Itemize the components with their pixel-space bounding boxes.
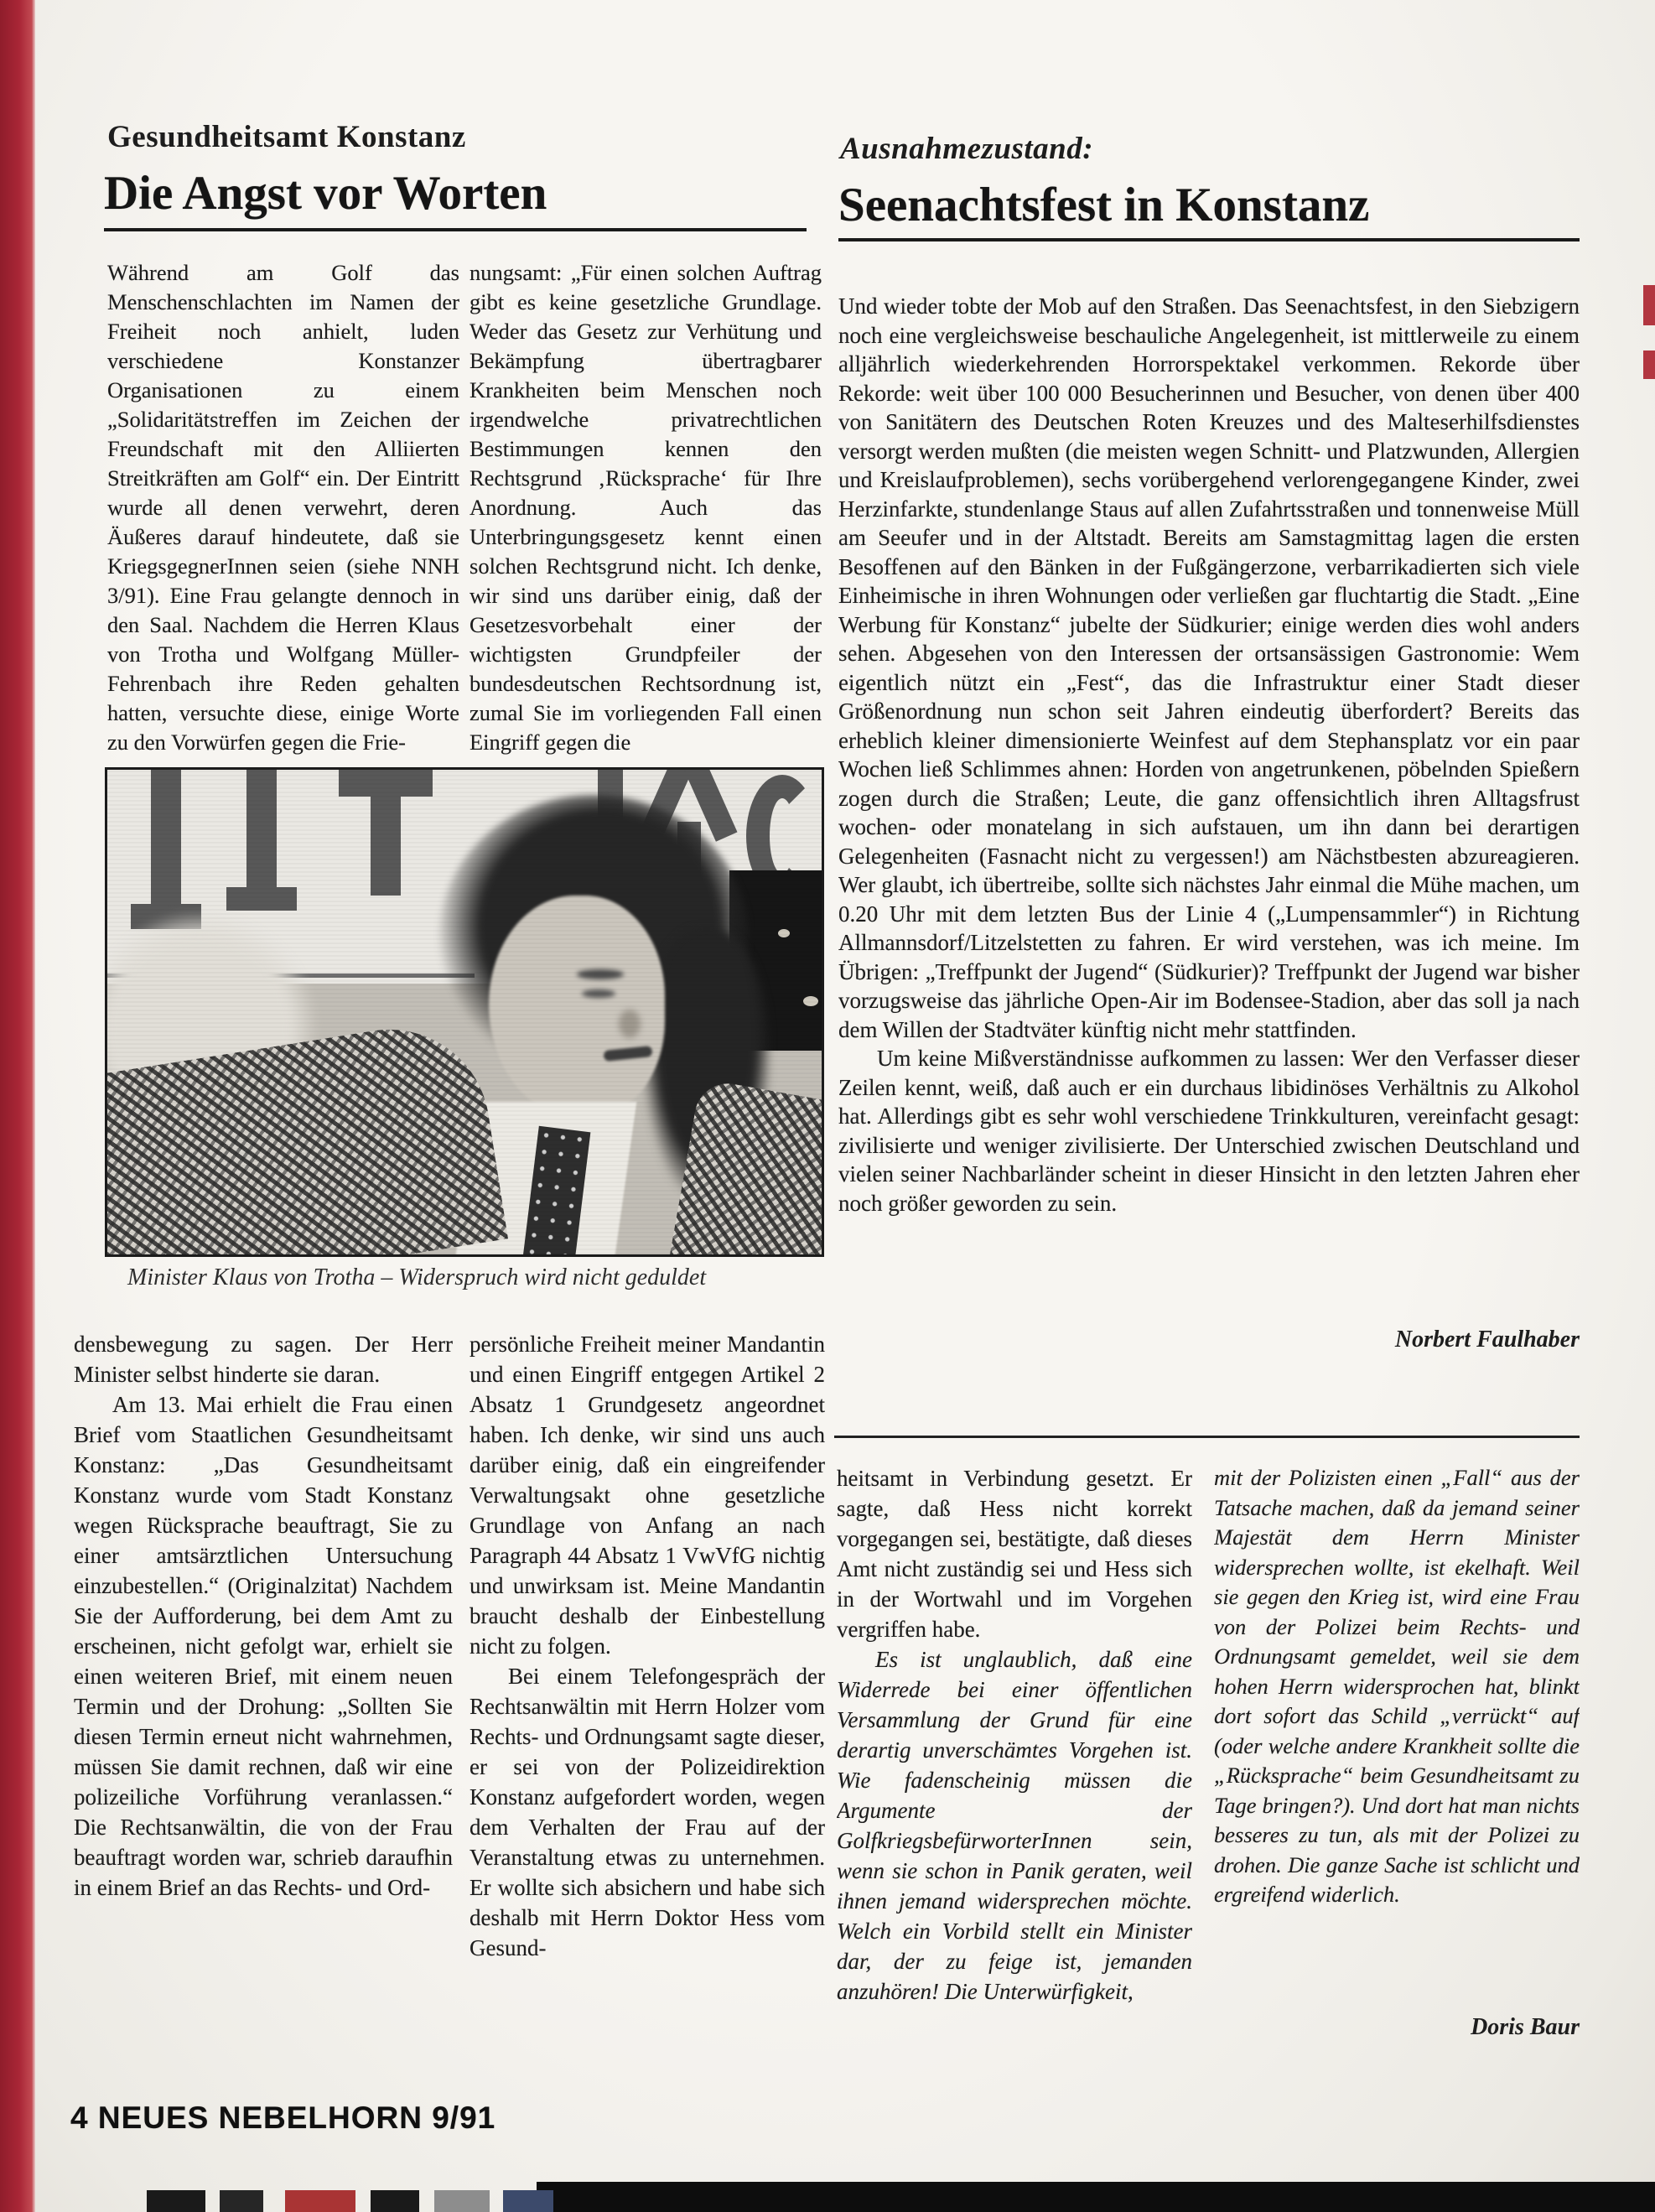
scan-fragment <box>503 2190 553 2212</box>
commentary-byline: Doris Baur <box>1471 2014 1580 2040</box>
paragraph: nungsamt: „Für einen solchen Auftrag gibt es keine gesetzliche Grundlage. Weder das Gesetz zur Verhütung und Bekämpfung übertragbarer Krankheiten beim Menschen noch irgendwelche privatrechtlichen Bestimmungen kennen den Rechtsgrund ‚Rücksprache‘ für Ihre Anordnung. Auch das Unterbringungsgesetz kennt einen solchen Rechtsgrund nicht. Ich denke, wir sind uns darüber einig, daß der Gesetzesvorbehalt einer der wichtigsten Grundpfeiler der bundesdeutschen Rechtsordnung ist, zumal Sie im vorliegenden Fall einen Eingriff gegen die <box>470 260 822 755</box>
paragraph: densbewegung zu sagen. Der Herr Minister selbst hinderte sie daran. <box>74 1332 453 1387</box>
minister-photo <box>105 767 824 1257</box>
right-article-byline: Norbert Faulhaber <box>1394 1327 1580 1353</box>
scan-fragment <box>371 2190 419 2212</box>
left-article-column-1 <box>107 258 459 761</box>
paragraph: persönliche Freiheit meiner Mandantin und einen Eingriff entgegen Artikel 2 Absatz 1 Grundgesetz angeordnet haben. Ich denke, wir sind uns auch darüber einig, daß ein eingreifender Verwaltungsakt ohne gesetzliche Grundlage von Anfang an nach Paragraph 44 Absatz 1 VwVfG nichtig und unwirksam ist. Meine Mandantin braucht deshalb der Einbestellung nicht zu folgen. <box>470 1332 825 1659</box>
photo-caption: Minister Klaus von Trotha – Widerspruch wird nicht geduldet <box>127 1264 707 1290</box>
paragraph: Um keine Mißverständnisse aufkommen zu lassen: Wer den Verfasser dieser Zeilen kennt, weiß, daß auch er ein durchaus libidinöses Verhältnis zu Alkohol hat. Allerdings gibt es sehr wohl verschiedene Trinkkulturen, vereinfacht gesagt: zivilisierte und weniger zivilisierte. Der Unterschied zwischen Deutschland und vielen seiner Nachbarländer scheint in dieser Hinsicht in den letzten Jahren eher noch größer geworden zu sein. <box>838 1046 1580 1216</box>
right-headline-rule <box>838 238 1580 241</box>
continuation-column-4 <box>1214 1463 1580 2000</box>
section-divider-rule <box>834 1436 1580 1438</box>
scan-bottom-band <box>537 2182 1655 2212</box>
right-article-kicker: Ausnahmezustand: <box>840 132 1094 166</box>
paragraph: Am 13. Mai erhielt die Frau einen Brief vom Staatlichen Gesundheitsamt Konstanz: „Das Gesundheitsamt Konstanz wurde vom Stadt Konstanz wegen Rücksprache beauftragt, Sie zu einer amtsärztlichen Untersuchung einzubestellen.“ (Originalzitat) Nachdem Sie der Aufforderung, bei dem Amt zu erscheinen, nicht gefolgt war, erhielt sie einen weiteren Brief, mit einem neuen Termin und der Drohung: „Sollten Sie diesen Termin erneut nicht wahrnehmen, müssen Sie damit rechnen, daß wir eine polizeiliche Vorführung veranlassen.“ Die Rechtsanwältin, die von der Frau beauftragt worden war, schrieb daraufhin in einem Brief an das Rechts- und Ord- <box>74 1392 453 1900</box>
paragraph: Es ist unglaublich, daß eine Widerrede bei einer öffentlichen Versammlung der Grund für eine derartig unverschämtes Vorgehen ist. Wie fadenscheinig müssen die Argumente der GolfkriegsbefürworterInnen sein, wenn sie schon in Panik geraten, weil ihnen jemand widersprechen möchte. Welch ein Vorbild stellt ein Minister dar, der zu feige ist, jemanden anzuhören! Die Unterwürfigkeit, <box>837 1647 1192 2004</box>
scan-fragment <box>434 2190 490 2212</box>
page-footer: 4 NEUES NEBELHORN 9/91 <box>70 2100 496 2135</box>
left-headline-rule <box>104 228 807 231</box>
paragraph: Während am Golf das Menschenschlachten im Namen der Freiheit noch anhielt, luden verschiedene Konstanzer Organisationen zu einem „Solidaritätstreffen im Zeichen der Freundschaft mit den Alliierten Streitkräften am Golf“ ein. Der Eintritt wurde all denen verwehrt, deren Äußeres darauf hindeutete, daß sie KriegsgegnerInnen seien (siehe NNH 3/91). Eine Frau gelangte dennoch in den Saal. Nachdem die Herren Klaus von Trotha und Wolfgang Müller-Fehrenbach ihre Reden gehalten hatten, versuchte diese, einige Worte zu den Vorwürfen gegen die Frie- <box>107 260 459 755</box>
paragraph: heitsamt in Verbindung gesetzt. Er sagte, daß Hess nicht korrekt vorgegangen sei, bestätigte, daß dieses Amt nicht zuständig sei und Hess sich in der Wortwahl und im Vorgehen vergriffen habe. <box>837 1466 1192 1642</box>
right-article-headline: Seenachtsfest in Konstanz <box>838 179 1370 231</box>
scan-edge-mark <box>1643 285 1655 325</box>
right-article-body <box>838 292 1580 1336</box>
photo-grain-overlay <box>107 770 822 1254</box>
continuation-column-1 <box>74 1329 453 2067</box>
left-article-headline: Die Angst vor Worten <box>104 167 547 220</box>
scan-fragment <box>285 2190 355 2212</box>
paragraph: Und wieder tobte der Mob auf den Straßen. Das Seenachtsfest, in den Siebzigern noch eine vergleichsweise beschauliche Angelegenheit, ist mittlerweile zu einem alljährlich wiederkehrenden Horrorspektakel verkommen. Rekorde über Rekorde: weit über 100 000 Besucherinnen und Besucher, von denen über 400 von Sanitätern des Deutschen Roten Kreuzes und des Malteserhilfsdienstes versorgt werden mußten (die meisten wegen Schnitt- und Platzwunden, Allergien und Kreislaufproblemen), sechs vorübergehend verlorengegangene Kinder, zwei Herzinfarkte, stundenlange Staus auf allen Zufahrtsstraßen und tonnenweise Müll am Seeufer und in der Altstadt. Bereits am Samstagmittag lagen die ersten Besoffenen auf den Bänken in der Fußgängerzone, verbarrikadierten sich viele Einheimische in ihren Wohnungen oder verließen gar fluchtartig die Stadt. „Eine Werbung für Konstanz“ jubelte der Südkurier; einige werden dies wohl anders sehen. Abgesehen von den Interessen der ortsansässigen Gastronomie: Wem eigentlich nützt ein „Fest“, das die Infrastruktur einer Stadt dieser Größenordnung nun schon seit Jahren eindeutig überfordert? Bereits das erheblich kleiner dimensionierte Weinfest auf dem Stephansplatz vor ein paar Wochen ließ Schlimmes ahnen: Horden von angetrunkenen, pöbelnden Spießern zogen durch die Straßen; Leute, die ganz offensichtlich ihren Alltagsfrust wochen- oder monatelang in sich aufstauen, um ihn dann bei derartigen Gelegenheiten (Fasnacht nicht zu vergessen!) am Nächstbesten abzureagieren. Wer glaubt, ich übertreibe, sollte sich nächstes Jahr einmal die Mühe machen, um 0.20 Uhr mit dem letzten Bus der Linie 4 („Lumpensammler“) in Richtung Allmannsdorf/Litzelstetten zu fahren. Er wird verstehen, was ich meine. Im Übrigen: „Treffpunkt der Jugend“ (Südkurier)? Treffpunkt der Jugend war bisher vorzugsweise das jährliche Open-Air im Bodensee-Stadion, aber das soll ja nach dem Willen der Stadtväter künftig nicht mehr stattfinden. <box>838 293 1580 1042</box>
left-article-kicker: Gesundheitsamt Konstanz <box>107 120 466 154</box>
scan-fragment <box>220 2190 263 2212</box>
paragraph: Bei einem Telefongespräch der Rechtsanwältin mit Herrn Holzer vom Rechts- und Ordnungsamt sagte dieser, er sei von der Polizeidirektion Konstanz aufgefordert worden, wegen dem Verhalten der Frau auf der Veranstaltung etwas zu unternehmen. Er wollte sich absichern und habe sich deshalb mit Herrn Doktor Hess vom Gesund- <box>470 1664 825 1960</box>
scan-fragment <box>147 2190 205 2212</box>
left-article-column-2 <box>470 258 822 761</box>
scan-red-edge-strip <box>0 0 35 2212</box>
continuation-column-3 <box>837 1463 1192 2050</box>
paragraph: mit der Polizisten einen „Fall“ aus der Tatsache machen, daß da jemand seiner Majestät dem Herrn Minister widersprechen wollte, ist ekelhaft. Weil sie gegen den Krieg ist, wird eine Frau von der Polizei beim Rechts- und Ordnungsamt gemeldet, weil sie dem hohen Herrn widersprochen hat, blinkt dort sofort das Schild „verrückt“ auf (oder welche andere Krankheit sollte die „Rücksprache“ beim Gesundheitsamt zu Tage bringen?). Und dort hat man nichts besseres zu tun, als mit der Polizei zu drohen. Die ganze Sache ist schlicht und ergreifend widerlich. <box>1214 1465 1580 1907</box>
continuation-column-2 <box>470 1329 825 2050</box>
scan-edge-mark <box>1643 350 1655 379</box>
